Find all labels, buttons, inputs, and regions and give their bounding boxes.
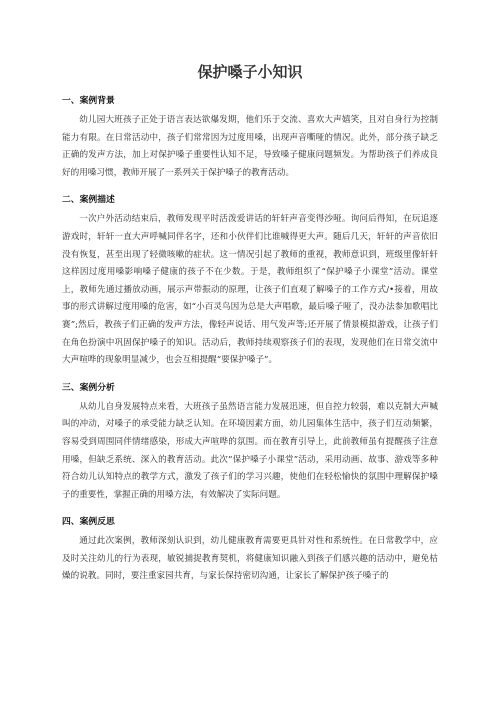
page-title: 保护嗓子小知识 bbox=[197, 63, 303, 81]
section-description bbox=[62, 193, 438, 369]
section-paragraph: 通过此次案例，教师深刻认识到，幼儿健康教育需要更具针对性和系统性。在日常教学中，应及时关注幼儿的行为表现，敏锐捕捉教育契机，将健康知识融入到孩子们感兴趣的活动中，避免枯燥的说教。同时，要注重家园共育，与家长保持密切沟通，让家长了解保护孩子嗓子的 bbox=[62, 536, 438, 582]
section-heading: 二、案例描述 bbox=[62, 195, 115, 206]
section-heading: 一、案例背景 bbox=[62, 96, 115, 106]
section-paragraph: 幼儿园大班孩子正处于语言表达欲爆发期，他们乐于交流、喜欢大声嬉笑，且对自身行为控制能力有限。在日常活动中，孩子们常常因为过度用嗓，出现声音嘶哑的情况。此外，部分孩子缺乏正确的发声方法，加上对保护嗓子重要性认知不足，导致嗓子健康问题频发。为帮助孩子们养成良好的用嗓习惯，教师开展了一系列关于保护嗓子的教育活动。 bbox=[62, 115, 438, 178]
section-reflection bbox=[62, 515, 438, 586]
section-heading: 四、案例反思 bbox=[62, 517, 115, 528]
section-paragraph: 一次户外活动结束后，教师发现平时活泼爱讲话的轩轩声音变得沙哑。询问后得知，在玩追逐游戏时，轩轩一直大声呼喊同伴名字，还和小伙伴们比谁喊得更大声。随后几天，轩轩的声音依旧没有恢复，甚至出现了轻微咳嗽的症状。这一情况引起了教师的重视，教师意识到，班级里像轩轩这样因过度用嗓影响嗓子健康的孩子不在少数。于是，教师组织了“保护嗓子小课堂”活动。课堂上，教师先通过播放动画，展示声带振动的原理，让孩子们直观了解嗓子的工作方式/•接着，用故事的形式讲解过度用嗓的危害，如“小百灵鸟因为总是大声唱歌，最后嗓子哑了，没办法参加歌唱比赛”;然后，教孩子们正确的发声方法，像轻声说话、用气发声等;还开展了情景模拟游戏，让孩子们在角色扮演中巩固保护嗓子的知识。活动后，教师持续观察孩子们的表现，发现他们在日常交流中大声喧哗的现象明显减少，也会互相提醒“要保护嗓子”。 bbox=[62, 214, 438, 366]
section-analysis bbox=[62, 381, 438, 505]
section-background bbox=[62, 94, 438, 182]
section-paragraph: 从幼儿自身发展特点来看，大班孩子虽然语言能力发展迅速，但自控力较弱，难以克制大声喊叫的冲动，对嗓子的承受能力缺乏认知。在环境因素方面，幼儿园集体生活中，孩子们互动频繁，容易受到周围同伴情绪感染，形成大声喧哗的氛围。而在教育引导上，此前教师虽有提醒孩子注意用嗓，但缺乏系统、深入的教育活动。此次“保护嗓子小课堂”活动，采用动画、故事、游戏等多种符合幼儿认知特点的教学方式，激发了孩子们的学习兴趣，使他们在轻松愉快的氛围中理解保护嗓子的重要性，掌握正确的用嗓方法，有效解决了实际问题。 bbox=[62, 401, 438, 500]
section-heading: 三、案例分析 bbox=[62, 382, 115, 393]
